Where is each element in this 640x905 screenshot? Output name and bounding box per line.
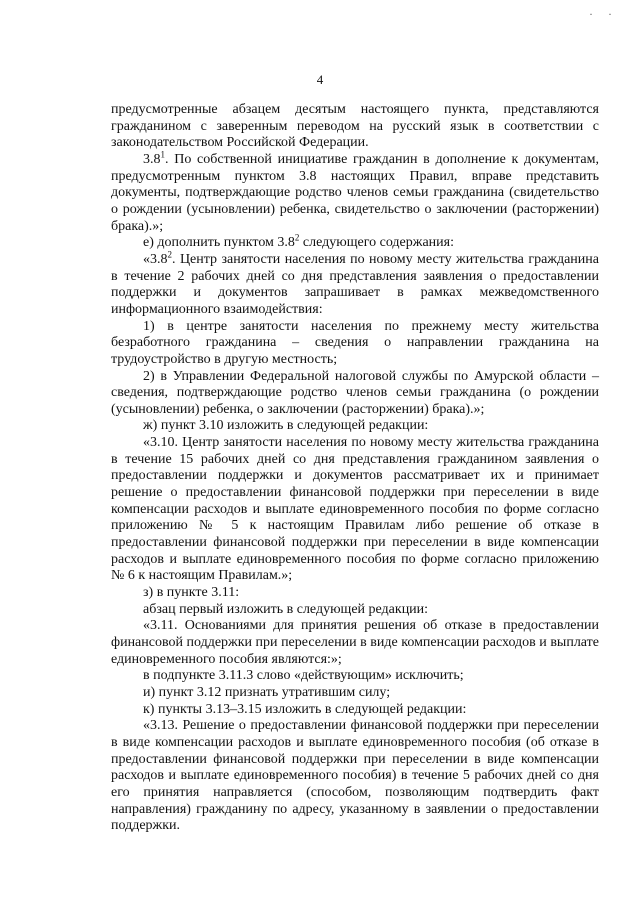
text-run: «3.8 xyxy=(143,251,168,267)
paragraph-p4 xyxy=(111,249,599,319)
text-run: «3.10. Центр занятости населения по новому месту жительства гражданина в течение 15 рабочих дней со дня представления гражданином заявления о предоставлении поддержки и документов рассматривает их и принимает решение о предоставлении финансовой поддержки при переселении в виде компенсации расходов и выплате единовременного пособия по форме согласно приложению № 5 к настоящим Правилам либо решение об отказе в предоставлении финансовой поддержки при переселении в виде компенсации расходов и выплате единовременного пособия по форме согласно приложению № 6 к настоящим Правилам.»; xyxy=(111,435,599,584)
text-run: следующего содержания: xyxy=(299,235,454,251)
page-number: 4 xyxy=(316,72,324,87)
text-run: «3.13. Решение о предоставлении финансовой поддержки при переселении в виде компенсации расходов и выплате единовременного пособия (об отказе в предоставлении финансовой поддержки при переселении в виде компенсации расходов и выплате единовременного пособия) в течение 5 рабочих дней со дня его принятия направляется (способом, позволяющим подтвердить факт направления) гражданину по адресу, указанному в заявлении о предоставлении поддержки. xyxy=(111,718,599,834)
paragraph-p5 xyxy=(111,319,599,369)
superscript: 2 xyxy=(294,232,300,243)
paragraph-p1 xyxy=(111,102,599,152)
text-run: 2) в Управлении Федеральной налоговой службы по Амурской области – сведения, подтверждающие родство членов семьи гражданина (о рождении (усыновлении) ребенка, о заключении (расторжении) брака).»; xyxy=(111,368,599,417)
paragraph-p3 xyxy=(111,232,599,252)
paragraph-p15 xyxy=(111,718,599,835)
scan-mark: · · xyxy=(589,7,618,21)
superscript: 1 xyxy=(160,149,165,160)
paragraph-p9 xyxy=(111,585,599,602)
paragraph-p13 xyxy=(111,685,599,702)
text-run: абзац первый изложить в следующей редакции: xyxy=(143,601,429,617)
text-run: ж) пункт 3.10 изложить в следующей редакции: xyxy=(143,418,429,434)
document-body xyxy=(111,102,599,835)
paragraph-p8 xyxy=(111,435,599,585)
text-run: к) пункты 3.13–3.15 изложить в следующей редакции: xyxy=(143,701,467,717)
text-run: . Центр занятости населения по новому месту жительства гражданина в течение 2 рабочих дней со дня представления заявления о предоставлении поддержки и документов запрашивает в рамках межведомственного информационного взаимодействия: xyxy=(111,251,599,317)
text-run: предусмотренные абзацем десятым настоящего пункта, представляются гражданином с заверенным переводом на русский язык в соответствии с законодательством Российской Федерации. xyxy=(111,102,599,151)
paragraph-p2 xyxy=(111,149,599,235)
text-run: е) дополнить пунктом 3.8 xyxy=(143,235,295,251)
text-run: . По собственной инициативе гражданин в дополнение к документам, предусмотренным пунктом 3.8 настоящих Правил, вправе представить документы, подтверждающие родство членов семьи гражданина (свидетельство о рождении (усыновлении) ребенка, свидетельство о заключении (расторжении) брака).»; xyxy=(111,151,599,234)
text-run: з) в пункте 3.11: xyxy=(143,585,240,601)
text-run: 3.8 xyxy=(143,151,161,167)
paragraph-p10 xyxy=(111,602,599,619)
text-run: 1) в центре занятости населения по прежнему месту жительства безработного гражданина – сведения о направлении гражданина на трудоустройство в другую местность; xyxy=(111,318,599,367)
paragraph-p14 xyxy=(111,702,599,719)
superscript: 2 xyxy=(167,249,172,260)
text-run: «3.11. Основаниями для принятия решения об отказе в предоставлении финансовой поддержки при переселении в виде компенсации расходов и выплате единовременного пособия являются:»; xyxy=(111,618,599,667)
paragraph-p11 xyxy=(111,618,599,668)
text-run: в подпункте 3.11.3 слово «действующим» исключить; xyxy=(143,668,464,684)
text-run: и) пункт 3.12 признать утратившим силу; xyxy=(143,684,391,700)
paragraph-p6 xyxy=(111,369,599,419)
paragraph-p12 xyxy=(111,668,599,685)
paragraph-p7 xyxy=(111,418,599,435)
